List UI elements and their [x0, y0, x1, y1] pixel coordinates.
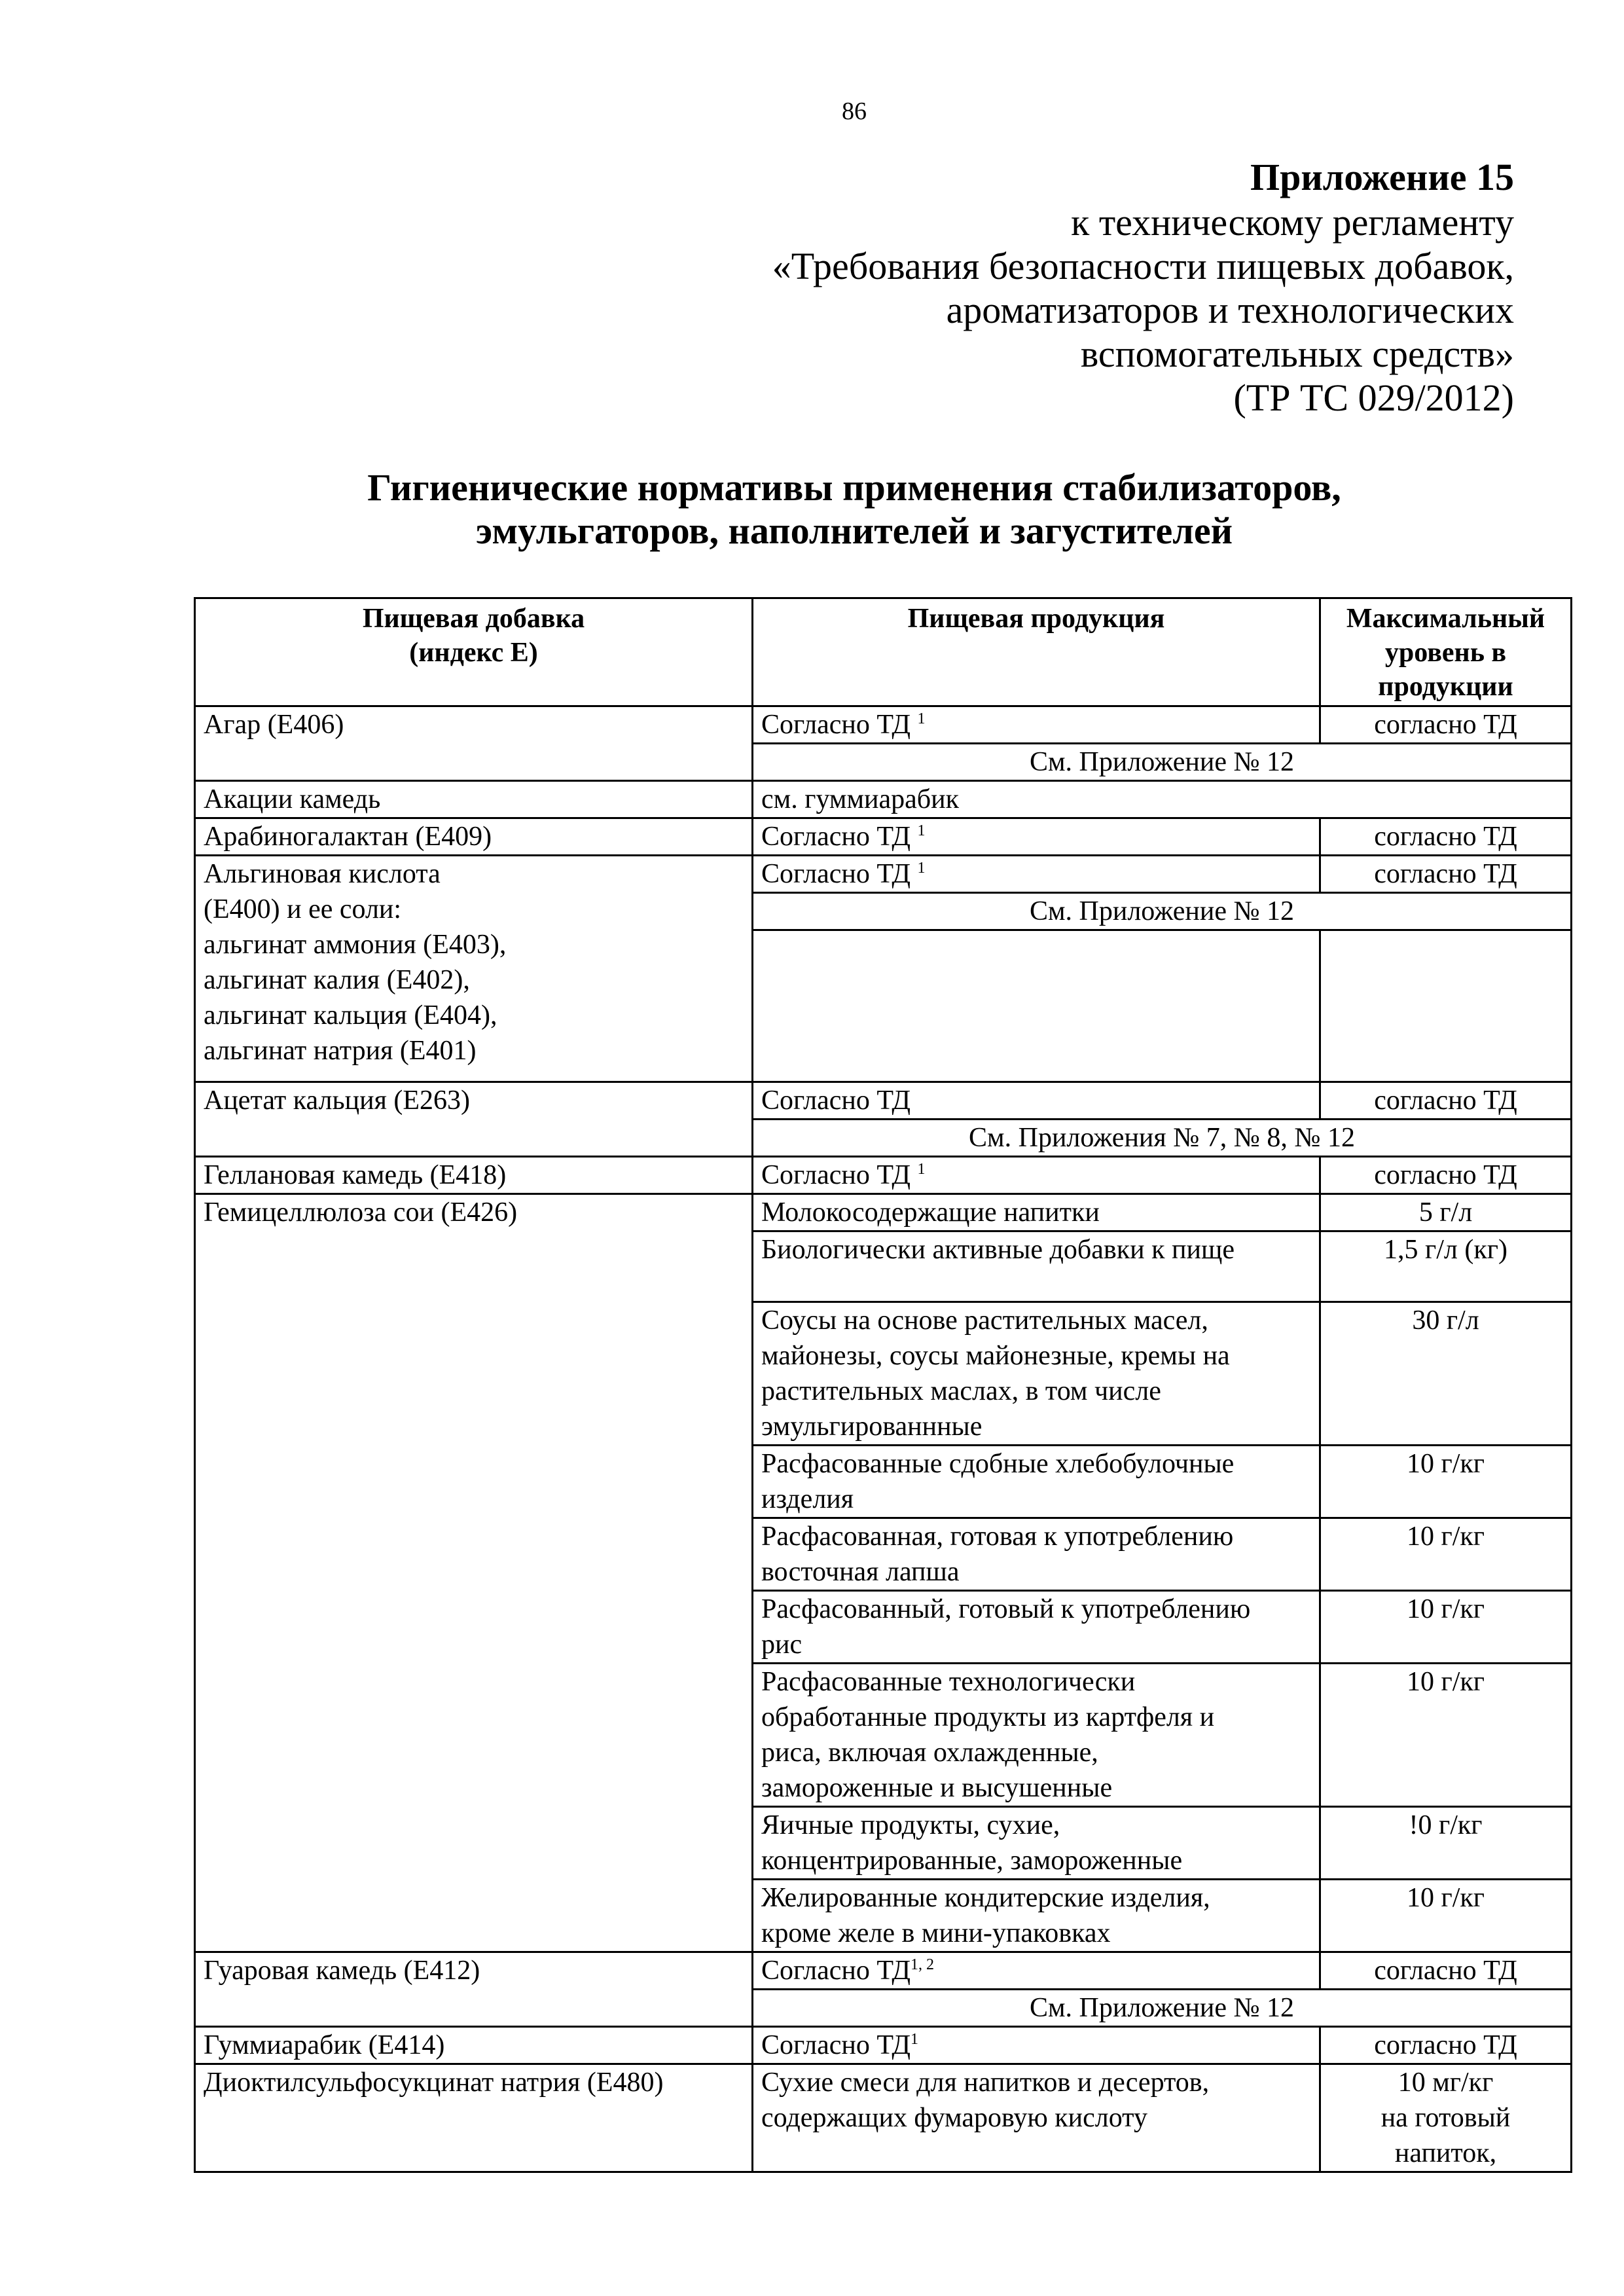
level-cell: 10 г/кг: [1320, 1664, 1572, 1807]
product-cell: Согласно ТД$^{1, 2}$: [753, 1952, 1320, 1990]
level-cell: 10 г/кг: [1320, 1880, 1572, 1952]
additive-name: Акации камедь: [195, 781, 753, 818]
additive-name: Ацетат кальция (Е263): [195, 1082, 753, 1157]
level-cell: 10 г/кг: [1320, 1591, 1572, 1664]
level-cell: 10 мг/кг на готовый напиток,: [1320, 2064, 1572, 2172]
header-line: к техническому регламенту: [1071, 201, 1514, 244]
additive-name: Гемицеллюлоза сои (Е426): [195, 1194, 753, 1952]
level-cell: согласно ТД: [1320, 1952, 1572, 1990]
additive-name: Гуаровая камедь (Е412): [195, 1952, 753, 2027]
appendix-title: Приложение 15: [1250, 156, 1514, 198]
empty-cell: [1320, 930, 1572, 1082]
header-max-level: [1320, 598, 1572, 706]
product-cell: Соусы на основе растительных масел, майонезы, соусы майонезные, кремы на растительных маслах, в том числе эмульгированнные: [753, 1302, 1320, 1446]
additive-name: Альгиновая кислота (Е400) и ее соли: альгинат аммония (Е403), альгинат калия (Е402), альгинат кальция (Е404), альгинат натрия (Е401): [195, 856, 753, 1082]
appendix-header: [772, 155, 1514, 420]
header-max-line: уровень в: [1384, 638, 1507, 668]
level-cell: согласно ТД: [1320, 1157, 1572, 1194]
table-row: [195, 2064, 1572, 2172]
product-cell: Расфасованная, готовая к употреблению восточная лапша: [753, 1518, 1320, 1591]
table-row: [195, 1194, 1572, 1231]
additive-name: Агар (Е406): [195, 706, 753, 781]
product-cell: Яичные продукты, сухие, концентрированные, замороженные: [753, 1807, 1320, 1880]
product-cell: Желированные кондитерские изделия, кроме желе в мини-упаковках: [753, 1880, 1320, 1952]
table-row: [195, 856, 1572, 893]
product-cell: Согласно ТД $^1$: [753, 706, 1320, 744]
header-max-line: продукции: [1378, 672, 1513, 702]
table-row: [195, 818, 1572, 856]
level-cell: согласно ТД: [1320, 856, 1572, 893]
header-additive-line: (индекс Е): [409, 638, 538, 668]
title-line-1: Гигиенические нормативы применения стабилизаторов,: [367, 466, 1341, 509]
product-cell: Согласно ТД $^1$: [753, 856, 1320, 893]
table-row: [195, 2027, 1572, 2064]
product-cell: Сухие смеси для напитков и десертов, содержащих фумаровую кислоту: [753, 2064, 1320, 2172]
product-cell: Расфасованный, готовый к употреблению рис: [753, 1591, 1320, 1664]
level-cell: 5 г/л: [1320, 1194, 1572, 1231]
appendix-note: См. Приложение № 12: [753, 744, 1572, 781]
product-cell: Расфасованные технологически обработанные продукты из картфеля и риса, включая охлажденные, замороженные и высушенные: [753, 1664, 1320, 1807]
document-title: [0, 466, 1624, 553]
appendix-note: См. Приложение № 12: [753, 1990, 1572, 2027]
product-cell: Согласно ТД $^1$: [753, 818, 1320, 856]
header-line: «Требования безопасности пищевых добавок,: [772, 245, 1514, 287]
product-cell: Согласно ТД: [753, 1082, 1320, 1120]
product-cell: Согласно ТД $^1$: [753, 1157, 1320, 1194]
product-cell: Согласно $ТД^1$: [753, 2027, 1320, 2064]
additive-name: Диоктилсульфосукцинат натрия (Е480): [195, 2064, 753, 2172]
header-line: вспомогательных средств»: [1080, 333, 1514, 375]
additive-name: Гуммиарабик (Е414): [195, 2027, 753, 2064]
additive-name: Арабиногалактан (Е409): [195, 818, 753, 856]
product-cell: см. гуммиарабик: [753, 781, 1572, 818]
level-cell: 1,5 г/л (кг): [1320, 1231, 1572, 1302]
header-max-line: Максимальный: [1346, 604, 1545, 634]
header-additive-line: Пищевая добавка: [362, 604, 585, 634]
header-line: (ТР ТС 029/2012): [1233, 376, 1514, 419]
level-cell: 10 г/кг: [1320, 1518, 1572, 1591]
level-cell: согласно ТД: [1320, 2027, 1572, 2064]
header-additive: [195, 598, 753, 706]
table-row: [195, 1952, 1572, 1990]
table-row: [195, 781, 1572, 818]
product-cell: Молокосодержащие напитки: [753, 1194, 1320, 1231]
appendix-note: См. Приложение № 12: [753, 893, 1572, 930]
header-line: ароматизаторов и технологических: [946, 289, 1514, 331]
product-cell: Расфасованные сдобные хлебобулочные изделия: [753, 1446, 1320, 1518]
level-cell: согласно ТД: [1320, 1082, 1572, 1120]
additive-name: Геллановая камедь (Е418): [195, 1157, 753, 1194]
title-line-2: эмульгаторов, наполнителей и загустителей: [475, 509, 1233, 552]
header-product: Пищевая продукция: [753, 598, 1320, 706]
appendix-note: См. Приложения № 7, № 8, № 12: [753, 1120, 1572, 1157]
product-cell: Биологически активные добавки к пище: [753, 1231, 1320, 1302]
level-cell: 10 г/кг: [1320, 1446, 1572, 1518]
table-row: [195, 1157, 1572, 1194]
page-number: 86: [842, 98, 867, 125]
level-cell: согласно ТД: [1320, 706, 1572, 744]
empty-cell: [753, 930, 1320, 1082]
table-row: [195, 1082, 1572, 1120]
table-header-row: [195, 598, 1572, 706]
level-cell: 30 г/л: [1320, 1302, 1572, 1446]
level-cell: !0 г/кг: [1320, 1807, 1572, 1880]
norms-table: [194, 597, 1572, 2173]
table-row: [195, 706, 1572, 744]
level-cell: согласно ТД: [1320, 818, 1572, 856]
